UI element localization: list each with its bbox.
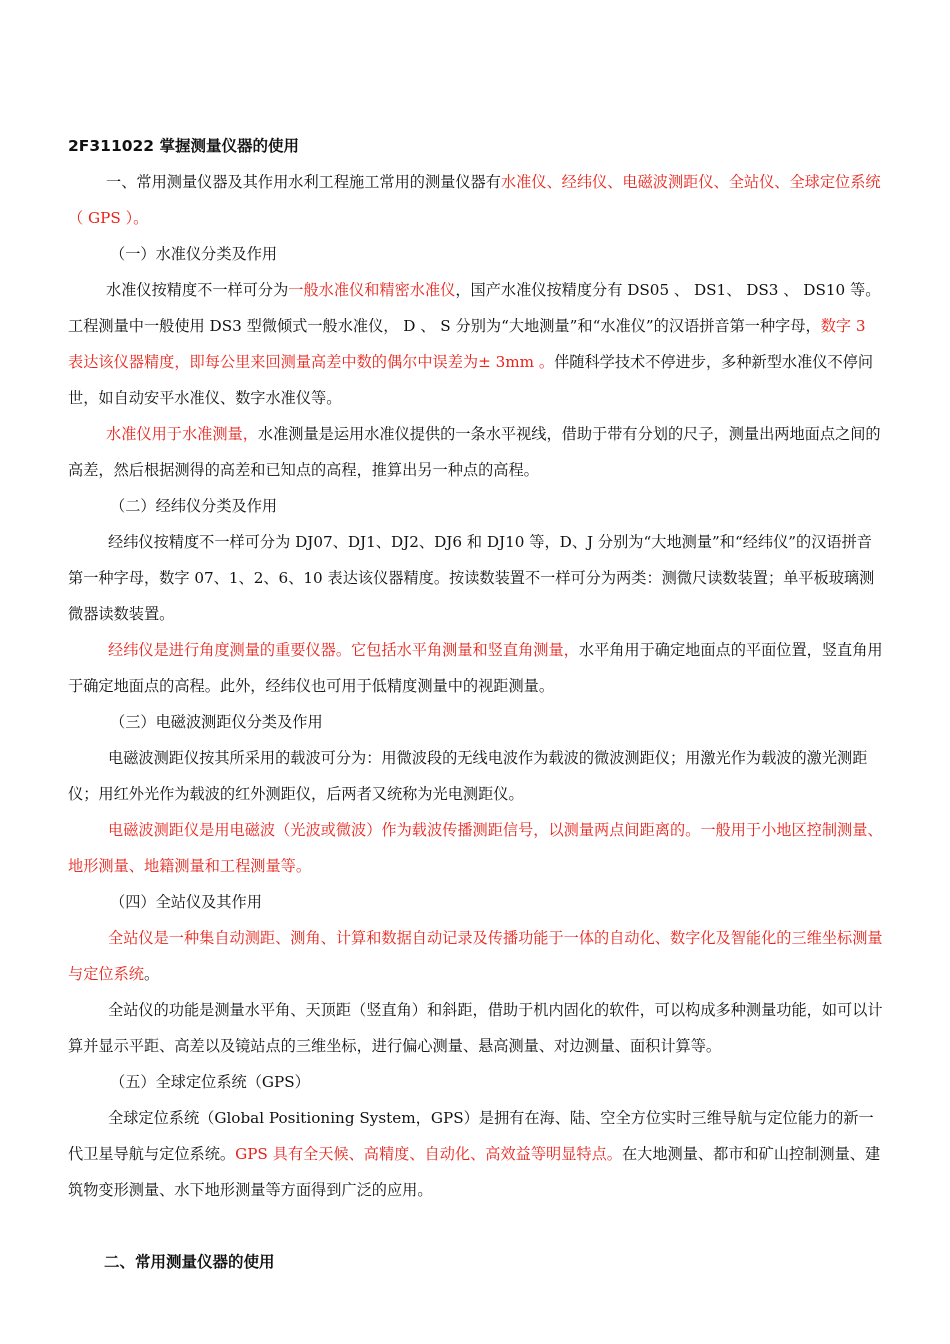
text-run: 水准测量是运用水准仪提供的一条水平视线，借助于带有分划的尺子，测量出两地面点之间的高差，然后根据测得的高差和已知点的高程，推算出另一种点的高程。 xyxy=(68,425,881,479)
text-run: 一、常用测量仪器及其作用水利工程施工常用的测量仪器有 xyxy=(106,173,501,191)
paragraph-intro xyxy=(68,164,884,236)
subheading-total-station: （四）全站仪及其作用 xyxy=(110,893,262,911)
subheading-theodolite: （二）经纬仪分类及作用 xyxy=(110,497,278,515)
text-run: 全球定位系统（Global Positioning System，GPS）是拥有在海、陆、空全方位实时三维导航与定位能力的新一代卫星导航与定位系统。 xyxy=(68,1109,874,1163)
paragraph-level-types xyxy=(68,272,884,416)
paragraph-theodolite-use xyxy=(68,632,884,704)
section-heading-2: 二、常用测量仪器的使用 xyxy=(104,1253,275,1271)
highlight-run: 一般水准仪和精密水准仪 xyxy=(288,281,456,299)
paragraph-theodolite-types: 经纬仪按精度不一样可分为 DJ07、DJ1、DJ2、DJ6 和 DJ10 等，D、J 分别为“大地测量”和“经纬仪”的汉语拼音第一种字母，数字 07、1、2、6、10 表达该仪器精度。按读数装置不一样可分为两类：测微尺读数装置；单平板玻璃测微器读数装置。 xyxy=(68,533,875,623)
highlight-run: 水准仪、经纬仪、电磁波测距仪、全站仪、全球定位系统（ GPS ）。 xyxy=(68,173,881,227)
paragraph-edm-types: 电磁波测距仪按其所采用的载波可分为：用微波段的无线电波作为载波的微波测距仪；用激光作为载波的激光测距仪；用红外光作为载波的红外测距仪，后两者又统称为光电测距仪。 xyxy=(68,749,868,803)
highlight-run: 水准仪用于水准测量， xyxy=(106,425,258,443)
highlight-run: 经纬仪是进行角度测量的重要仪器。它包括水平角测量和竖直角测量， xyxy=(108,641,579,659)
highlight-run: 全站仪是一种集自动测距、测角、计算和数据自动记录及传播功能于一体的自动化、数字化及智能化的三维坐标测量与定位系统 xyxy=(68,929,883,983)
highlight-run: GPS 具有全天候、高精度、自动化、高效益等明显特点。 xyxy=(235,1145,622,1163)
text-run: 水准仪按精度不一样可分为 xyxy=(106,281,289,299)
paragraph-gps xyxy=(68,1100,884,1208)
spacer xyxy=(68,1208,884,1244)
text-run: ，国产水准仪按精度分有 DS05 、 DS1、 DS3 、 DS10 等。工程测量中一般使用 DS3 型微倾式一般水准仪， D 、 S 分别为“大地测量”和“水准仪”的汉语拼音第一种字母， xyxy=(68,281,881,335)
paragraph-total-station-functions: 全站仪的功能是测量水平角、天顶距（竖直角）和斜距，借助于机内固化的软件，可以构成多种测量功能，如可以计算并显示平距、高差以及镜站点的三维坐标，进行偏心测量、悬高测量、对边测量、面积计算等。 xyxy=(68,1001,883,1055)
section-heading: 2F311022 掌握测量仪器的使用 xyxy=(68,137,299,155)
text-run: 。 xyxy=(143,965,160,983)
text-run: 水平角用于确定地面点的平面位置，竖直角用于确定地面点的高程。此外，经纬仪也可用于低精度测量中的视距测量。 xyxy=(68,641,883,695)
text-run: 在大地测量、都市和矿山控制测量、建筑物变形测量、水下地形测量等方面得到广泛的应用。 xyxy=(68,1145,881,1199)
paragraph-total-station-def xyxy=(68,920,884,992)
document-body xyxy=(68,128,884,1280)
subheading-edm: （三）电磁波测距仪分类及作用 xyxy=(110,713,323,731)
subheading-gps: （五）全球定位系统（GPS） xyxy=(110,1073,310,1091)
text-run: 伴随科学技术不停进步，多种新型水准仪不停问世，如自动安平水准仪、数字水准仪等。 xyxy=(68,353,874,407)
paragraph-level-use xyxy=(68,416,884,488)
paragraph-edm-use: 电磁波测距仪是用电磁波（光波或微波）作为载波传播测距信号，以测量两点间距离的。一般用于小地区控制测量、地形测量、地籍测量和工程测量等。 xyxy=(68,821,883,875)
highlight-run: 数字 3 表达该仪器精度，即每公里来回测量高差中数的偶尔中误差为± 3mm 。 xyxy=(68,317,866,371)
subheading-level: （一）水准仪分类及作用 xyxy=(110,245,278,263)
